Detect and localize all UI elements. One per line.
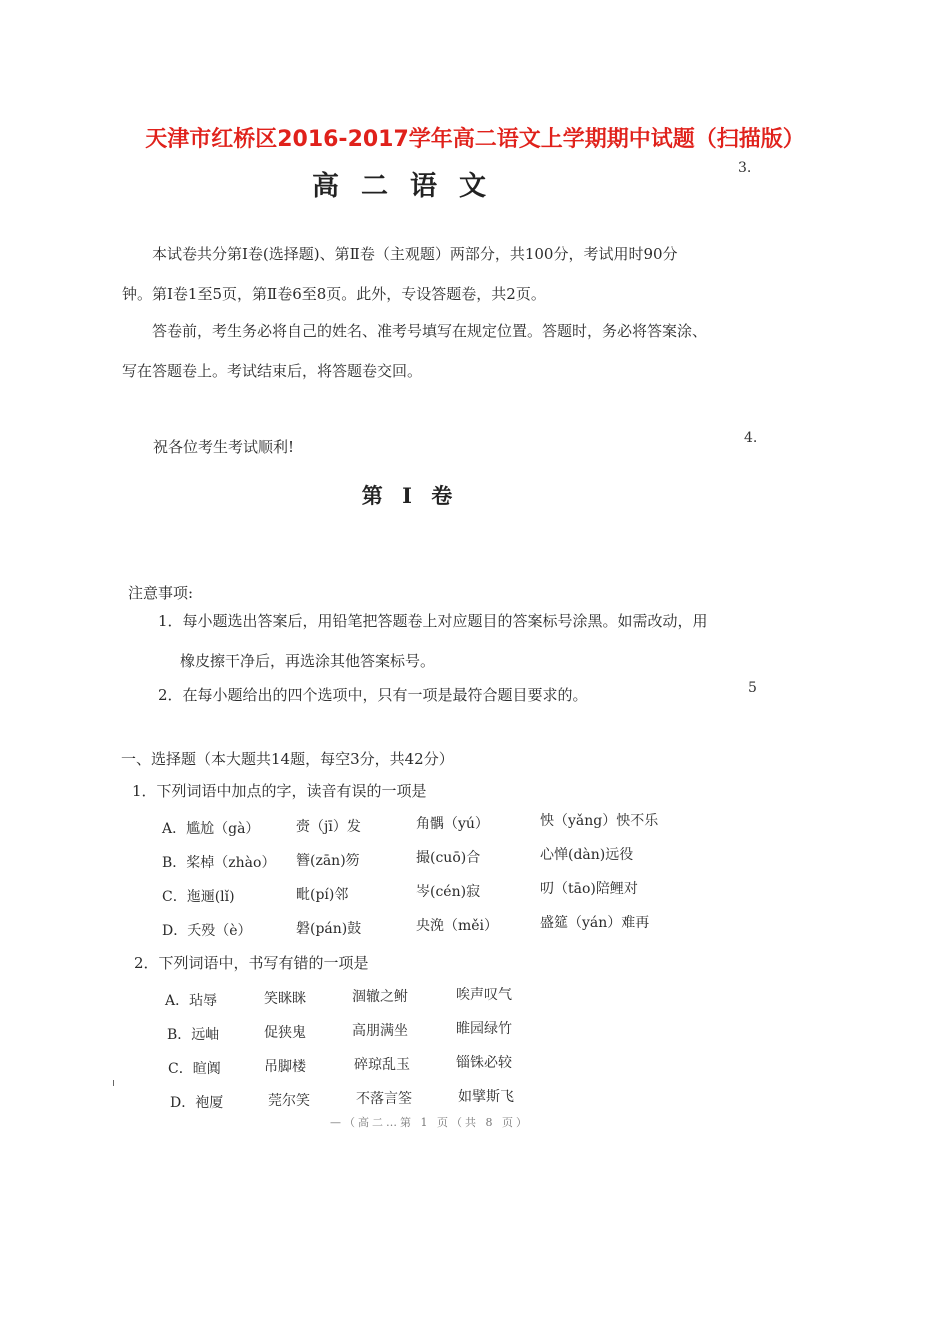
scan-mark — [113, 1080, 114, 1086]
notes-item: 橡皮擦干净后，再选涂其他答案标号。 — [180, 652, 436, 670]
margin-number: 3. — [738, 160, 752, 176]
option-word: 睢园绿竹 — [456, 1021, 512, 1037]
intro-line: 钟。第Ⅰ卷1至5页，第Ⅱ卷6至8页。此外，专设答题卷，共2页。 — [122, 285, 546, 303]
intro-line: 答卷前，考生务必将自己的姓名、准考号填写在规定位置。答题时，务必将答案涂、 — [152, 322, 708, 340]
question-stem: 2．下列词语中，书写有错的一项是 — [134, 954, 369, 972]
option-word: 唉声叹气 — [456, 987, 512, 1003]
option-word: 磐(pán)鼓 — [296, 921, 362, 937]
option-word: 毗(pí)邻 — [296, 887, 349, 903]
option-word: 角髃（yú） — [416, 816, 489, 832]
option-word: D．夭殁（è） — [162, 923, 252, 939]
option-word: 不落言筌 — [356, 1091, 412, 1107]
option-word: 岑(cén)寂 — [416, 884, 481, 900]
option-word: 高朋满坐 — [352, 1023, 408, 1039]
option-word: 如擘斯飞 — [458, 1089, 514, 1105]
document-title: 天津市红桥区2016-2017学年高二语文上学期期中试题（扫描版） — [145, 127, 805, 152]
option-word: 吊脚楼 — [264, 1059, 306, 1075]
option-word: C．迤逦(lǐ) — [162, 889, 235, 905]
option-word: 涸辙之鲋 — [352, 989, 408, 1005]
option-word: 簪(zān)笏 — [296, 853, 360, 869]
option-word: 盛筵（yán）难再 — [540, 915, 650, 931]
margin-number: 5 — [748, 680, 757, 696]
section-title: 第 Ⅰ 卷 — [361, 483, 459, 508]
option-word: C．暄阗 — [168, 1061, 221, 1077]
option-word: 笑眯眯 — [264, 991, 306, 1007]
option-word: 赍（jī）发 — [296, 819, 361, 835]
part1-heading: 一、选择题（本大题共14题，每空3分，共42分） — [121, 750, 454, 768]
option-word: B．桨棹（zhào） — [162, 855, 276, 871]
subject-heading: 高二语文 — [312, 171, 508, 202]
notes-item: 2．在每小题给出的四个选项中，只有一项是最符合题目要求的。 — [158, 686, 588, 704]
intro-line: 写在答题卷上。考试结束后，将答题卷交回。 — [122, 362, 423, 380]
margin-number: 4. — [744, 430, 758, 446]
option-word: 锱铢必较 — [456, 1055, 512, 1071]
option-word: 央浼（měi） — [416, 918, 499, 934]
option-word: A．玷辱 — [165, 993, 218, 1009]
notes-item: 1．每小题选出答案后，用铅笔把答题卷上对应题目的答案标号涂黑。如需改动，用 — [158, 612, 708, 630]
option-word: 怏（yǎng）怏不乐 — [540, 813, 659, 829]
intro-line: 本试卷共分第Ⅰ卷(选择题)、第Ⅱ卷（主观题）两部分，共100分，考试用时90分 — [152, 245, 678, 263]
option-word: 促狭鬼 — [264, 1025, 306, 1041]
option-word: 莞尔笑 — [268, 1093, 310, 1109]
option-word: 叨（tāo)陪鲤对 — [540, 881, 638, 897]
page-footer: —（高二…第 1 页（共 8 页） — [330, 1116, 530, 1129]
wish-text: 祝各位考生考试顺利! — [153, 438, 295, 456]
option-word: 心惮(dàn)远役 — [540, 847, 634, 863]
option-word: 撮(cuō)合 — [416, 850, 481, 866]
option-word: A．尴尬（gà） — [162, 821, 260, 837]
question-stem: 1．下列词语中加点的字，读音有误的一项是 — [132, 782, 427, 800]
option-word: D．袍厦 — [170, 1095, 224, 1111]
notes-title: 注意事项: — [128, 584, 194, 602]
option-word: 碎琼乱玉 — [354, 1057, 410, 1073]
option-word: B．远岫 — [167, 1027, 220, 1043]
